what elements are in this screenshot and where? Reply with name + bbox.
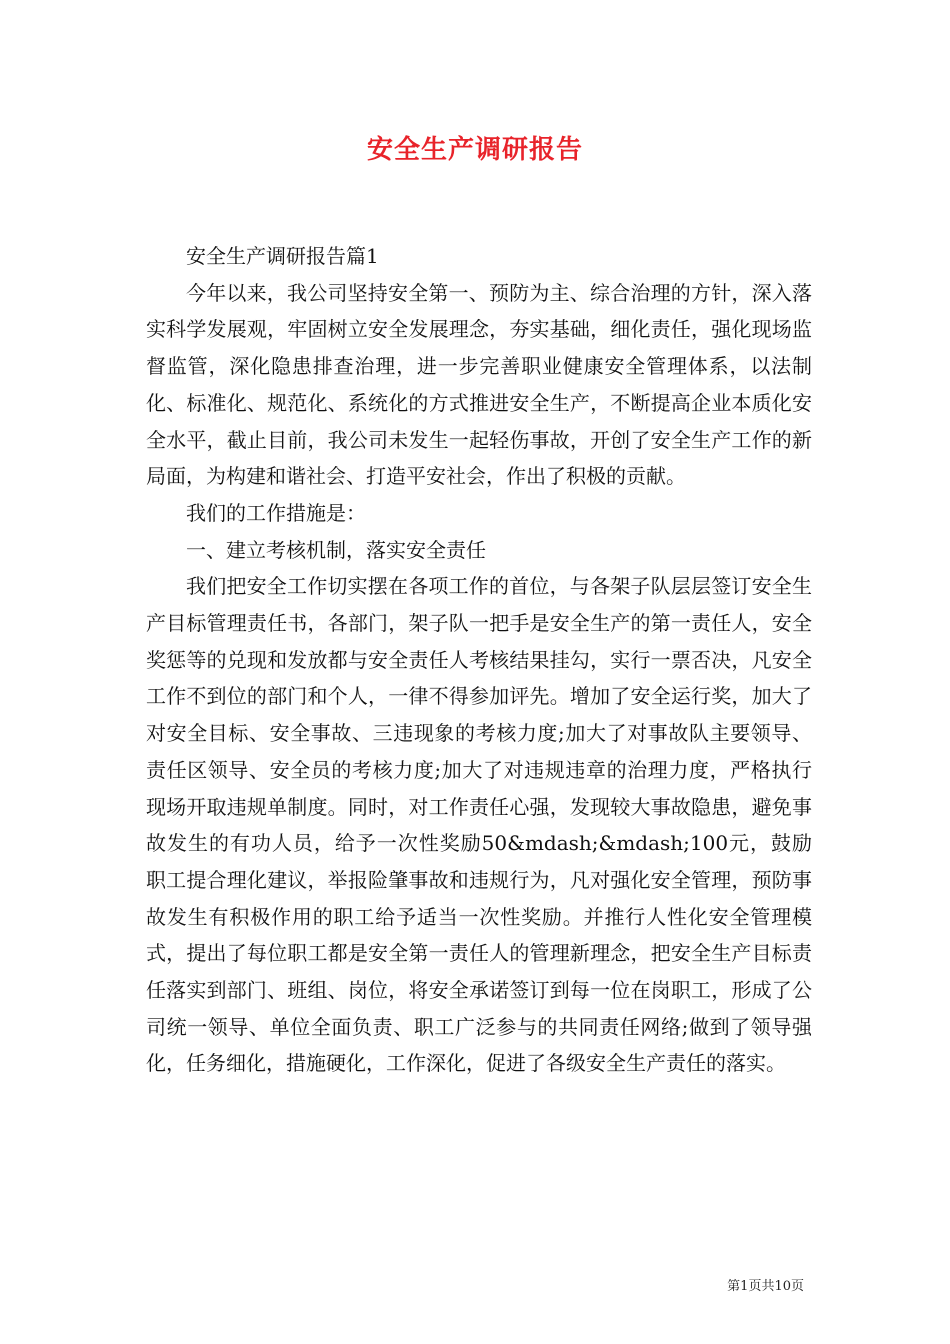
paragraph-intro: 今年以来，我公司坚持安全第一、预防为主、综合治理的方针，深入落实科学发展观，牢固树立安全发展理念，夯实基础，细化责任，强化现场监督监管，深化隐患排查治理，进一步完善职业健康安全管理体系，以法制化、标准化、规范化、系统化的方式推进安全生产，不断提高企业本质化安全水平，截止目前，我公司未发生一起轻伤事故，开创了安全生产工作的新局面，为构建和谐社会、打造平安社会，作出了积极的贡献。 xyxy=(146,280,812,489)
section-title: 安全生产调研报告篇1 xyxy=(186,244,379,268)
document-body xyxy=(146,238,812,1082)
paragraph-responsibility: 我们把安全工作切实摆在各项工作的首位，与各架子队层层签订安全生产目标管理责任书，各部门，架子队一把手是安全生产的第一责任人，安全奖惩等的兑现和发放都与安全责任人考核结果挂勾，实行一票否决，凡安全工作不到位的部门和个人，一律不得参加评先。增加了安全运行奖，加大了对安全目标、安全事故、三违现象的考核力度;加大了对事故队主要领导、责任区领导、安全员的考核力度;加大了对违规违章的治理力度，严格执行现场开取违规单制度。同时，对工作责任心强，发现较大事故隐患，避免事故发生的有功人员，给予一次性奖励50&mdash;&mdash;100元，鼓励职工提合理化建议，举报险肇事故和违规行为，凡对强化安全管理，预防事故发生有积极作用的职工给予适当一次性奖励。并推行人性化安全管理模式，提出了每位职工都是安全第一责任人的管理新理念，把安全生产目标责任落实到部门、班组、岗位，将安全承诺签订到每一位在岗职工，形成了公司统一领导、单位全面负责、职工广泛参与的共同责任网络;做到了领导强化，任务细化，措施硬化，工作深化，促进了各级安全生产责任的落实。 xyxy=(146,574,812,1076)
paragraph-subheading-1: 一、建立考核机制，落实安全责任 xyxy=(186,537,486,562)
paragraph-measures-lead: 我们的工作措施是： xyxy=(186,500,366,525)
page-number: 第1页共10页 xyxy=(727,1279,804,1294)
document-title: 安全生产调研报告 xyxy=(366,135,583,165)
